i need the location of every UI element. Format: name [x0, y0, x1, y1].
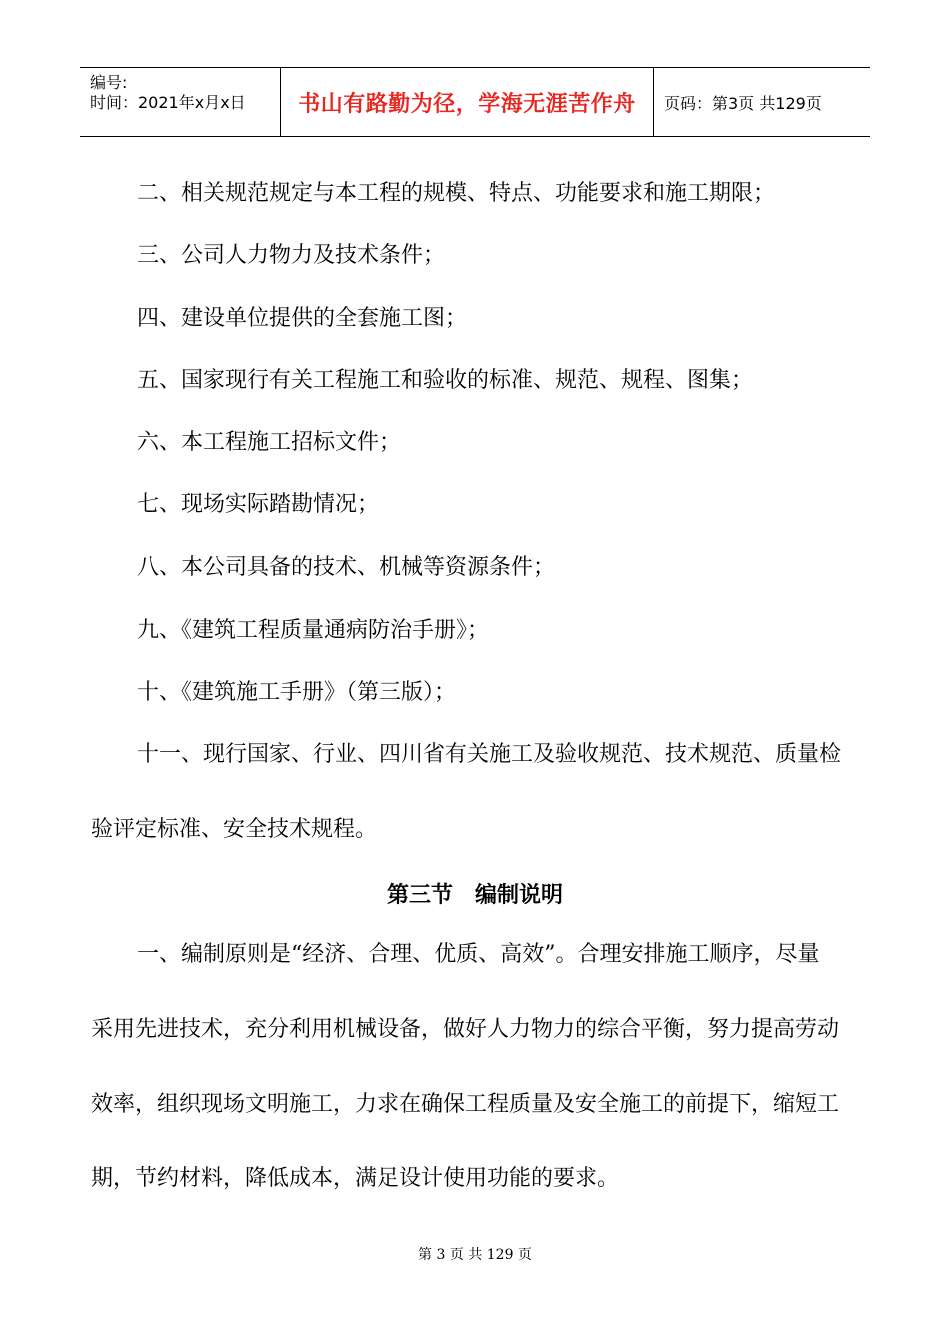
- page-info: 页码：第3页 共129页: [664, 93, 822, 113]
- paragraph-line: 一、编制原则是“经济、合理、优质、高效”。合理安排施工顺序，尽量: [137, 942, 820, 967]
- page-footer: 第 3 页 共 129 页: [418, 1247, 532, 1263]
- paragraph-line: 采用先进技术，充分利用机械设备，做好人力物力的综合平衡，努力提高劳动: [91, 1017, 840, 1042]
- paragraph-line: 期，节约材料，降低成本，满足设计使用功能的要求。: [91, 1166, 620, 1191]
- list-item-11-line1: 十一、现行国家、行业、四川省有关施工及验收规范、技术规范、质量检: [137, 742, 842, 767]
- list-item: 二、相关规范规定与本工程的规模、特点、功能要求和施工期限；: [137, 181, 776, 206]
- list-item: 九、《建筑工程质量通病防治手册》；: [137, 618, 490, 643]
- paragraph-line: 效率，组织现场文明施工，力求在确保工程质量及安全施工的前提下，缩短工: [91, 1092, 840, 1117]
- motto: 书山有路勤为径，学海无涯苦作舟: [298, 91, 636, 117]
- time-label: 时间：2021年x月x日: [90, 93, 246, 112]
- list-item: 六、本工程施工招标文件；: [137, 430, 402, 455]
- section-title: 编制说明: [475, 883, 564, 908]
- number-label: 编号:: [90, 73, 128, 92]
- header-motto-cell: [281, 68, 654, 136]
- list-item: 四、建设单位提供的全套施工图；: [137, 306, 468, 331]
- list-item: 五、国家现行有关工程施工和验收的标准、规范、规程、图集；: [137, 368, 754, 393]
- section-number: 第三节: [386, 883, 453, 908]
- header-page-info: [654, 68, 870, 136]
- header-meta: [80, 68, 281, 136]
- list-item: 十、《建筑施工手册》（第三版）；: [137, 680, 457, 705]
- list-item: 八、本公司具备的技术、机械等资源条件；: [137, 555, 556, 580]
- list-item: 七、现场实际踏勘情况；: [137, 492, 380, 517]
- list-item-11-line2: 验评定标准、安全技术规程。: [91, 817, 378, 842]
- list-item: 三、公司人力物力及技术条件；: [137, 243, 446, 268]
- section-heading: [0, 878, 950, 909]
- header-table: [80, 67, 870, 137]
